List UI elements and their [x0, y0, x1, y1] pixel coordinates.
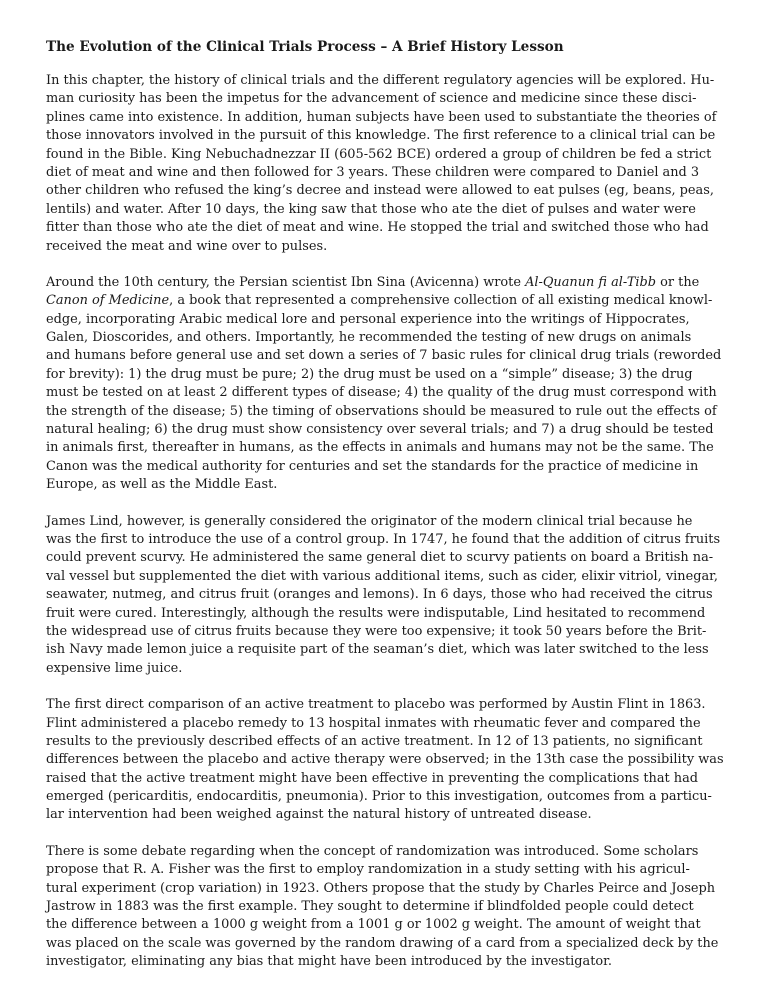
text-line	[46, 751, 748, 769]
text-segment: Canon was the medical authority for centuries and set the standards for the practice of medicine in	[46, 458, 699, 474]
paragraph-1	[46, 72, 748, 256]
text-line	[46, 109, 748, 127]
text-line	[46, 182, 748, 200]
text-line	[46, 531, 748, 549]
text-line	[46, 568, 748, 586]
text-segment: Galen, Dioscorides, and others. Importantly, he recommended the testing of new drugs on animals	[46, 330, 692, 346]
paragraph-spacer	[46, 256, 748, 274]
text-line	[46, 72, 748, 90]
text-line	[46, 660, 748, 678]
text-line	[46, 549, 748, 567]
text-segment: must be tested on at least 2 different types of disease; 4) the quality of the drug must correspond with	[46, 385, 717, 401]
text-line	[46, 201, 748, 219]
text-line	[46, 696, 748, 714]
text-line	[46, 476, 748, 494]
text-line	[46, 274, 748, 292]
text-line	[46, 90, 748, 108]
text-line	[46, 292, 748, 310]
text-segment: tural experiment (crop variation) in 1923. Others propose that the study by Charles Peirce and Joseph	[46, 880, 716, 896]
text-segment: was the first to introduce the use of a control group. In 1747, he found that the addition of citrus fruits	[46, 531, 721, 547]
text-segment: Around the 10th century, the Persian scientist Ibn Sina (Avicenna) wrote	[46, 274, 526, 290]
italic-title-text: Al-Quanun fi al-Tibb	[525, 274, 657, 290]
text-line	[46, 641, 748, 659]
text-line	[46, 843, 748, 861]
text-line	[46, 311, 748, 329]
title-spacer	[46, 57, 748, 72]
text-segment: was placed on the scale was governed by the random drawing of a card from a specialized deck by the	[46, 935, 719, 951]
paragraph-3	[46, 513, 748, 679]
text-line	[46, 733, 748, 751]
paragraph-spacer	[46, 678, 748, 696]
text-segment: James Lind, however, is generally considered the originator of the modern clinical trial because he	[46, 513, 693, 529]
text-segment: The first direct comparison of an active treatment to placebo was performed by Austin Flint in 1863.	[46, 697, 706, 713]
text-line	[46, 715, 748, 733]
text-line	[46, 146, 748, 164]
text-segment: seawater, nutmeg, and citrus fruit (oranges and lemons). In 6 days, those who had received the citrus	[46, 587, 713, 603]
text-segment: plines came into existence. In addition, human subjects have been used to substantiate the theories of	[46, 109, 717, 125]
paragraph-spacer	[46, 825, 748, 843]
text-segment: received the meat and wine over to pulses.	[46, 238, 328, 254]
text-segment: , a book that represented a comprehensive collection of all existing medical knowl-	[169, 293, 713, 309]
text-segment: the widespread use of citrus fruits because they were too expensive; it took 50 years before the Brit-	[46, 623, 707, 639]
text-line	[46, 898, 748, 916]
text-segment: emerged (pericarditis, endocarditis, pneumonia). Prior to this investigation, outcomes from a particu-	[46, 789, 712, 805]
text-segment: could prevent scurvy. He administered the same general diet to scurvy patients on board a British na-	[46, 550, 714, 566]
text-segment: raised that the active treatment might have been effective in preventing the complications that had	[46, 770, 699, 786]
text-line	[46, 513, 748, 531]
text-segment: Europe, as well as the Middle East.	[46, 477, 278, 493]
text-line	[46, 623, 748, 641]
paragraph-5	[46, 843, 748, 972]
text-segment: results to the previously described effects of an active treatment. In 12 of 13 patients, no significant	[46, 733, 703, 749]
text-segment: In this chapter, the history of clinical trials and the different regulatory agencies will be explored. Hu-	[46, 73, 715, 88]
text-segment: lar intervention had been weighed against the natural history of untreated disease.	[46, 807, 592, 823]
paragraph-spacer	[46, 495, 748, 513]
text-segment: Jastrow in 1883 was the first example. They sought to determine if blindfolded people could detect	[46, 899, 694, 915]
text-line	[46, 861, 748, 879]
document-body	[46, 72, 748, 972]
paragraph-4	[46, 696, 748, 825]
text-segment: diet of meat and wine and then followed for 3 years. These children were compared to Daniel and 3	[46, 164, 700, 180]
text-segment: or the	[656, 274, 700, 290]
text-segment: lentils) and water. After 10 days, the king saw that those who ate the diet of pulses and water were	[46, 201, 696, 217]
text-segment: fruit were cured. Interestingly, although the results were indisputable, Lind hesitated to recommend	[46, 605, 706, 621]
text-line	[46, 935, 748, 953]
text-line	[46, 127, 748, 145]
text-segment: and humans before general use and set down a series of 7 basic rules for clinical drug trials (reworded	[46, 348, 722, 364]
text-segment: the strength of the disease; 5) the timing of observations should be measured to rule out the effects of	[46, 403, 717, 419]
text-segment: found in the Bible. King Nebuchadnezzar II (605-562 BCE) ordered a group of children be fed a strict	[46, 146, 712, 162]
text-segment: other children who refused the king’s decree and instead were allowed to eat pulses (eg, beans, peas,	[46, 183, 714, 199]
text-line	[46, 439, 748, 457]
text-line	[46, 403, 748, 421]
text-line	[46, 384, 748, 402]
text-segment: man curiosity has been the impetus for the advancement of science and medicine since these disci-	[46, 91, 697, 107]
text-line	[46, 164, 748, 182]
text-segment: propose that R. A. Fisher was the first to employ randomization in a study setting with his agricul-	[46, 862, 690, 878]
text-segment: for brevity): 1) the drug must be pure; 2) the drug must be used on a “simple” disease; 3) the drug	[46, 366, 693, 382]
text-line	[46, 770, 748, 788]
paragraph-2	[46, 274, 748, 495]
text-segment: fitter than those who ate the diet of meat and wine. He stopped the trial and switched those who had	[46, 220, 709, 236]
text-line	[46, 219, 748, 237]
text-line	[46, 458, 748, 476]
text-line	[46, 806, 748, 824]
text-line	[46, 605, 748, 623]
text-segment: investigator, eliminating any bias that might have been introduced by the investigator.	[46, 954, 612, 970]
text-segment: Flint administered a placebo remedy to 13 hospital inmates with rheumatic fever and compared the	[46, 715, 701, 731]
text-line	[46, 366, 748, 384]
text-line	[46, 586, 748, 604]
text-segment: val vessel but supplemented the diet with various additional items, such as cider, elixir vitriol, vinegar,	[46, 568, 718, 584]
text-segment: the difference between a 1000 g weight from a 1001 g or 1002 g weight. The amount of weight that	[46, 917, 701, 933]
text-line	[46, 329, 748, 347]
text-line	[46, 421, 748, 439]
text-segment: differences between the placebo and active therapy were observed; in the 13th case the possibility was	[46, 752, 724, 768]
text-line	[46, 916, 748, 934]
text-segment: those innovators involved in the pursuit of this knowledge. The first reference to a clinical trial can be	[46, 128, 716, 144]
text-line	[46, 788, 748, 806]
document-title: The Evolution of the Clinical Trials Process – A Brief History Lesson	[46, 39, 564, 55]
text-segment: ish Navy made lemon juice a requisite part of the seaman’s diet, which was later switched to the less	[46, 642, 709, 658]
italic-title-text: Canon of Medicine	[46, 293, 170, 309]
text-line	[46, 238, 748, 256]
text-line	[46, 347, 748, 365]
text-segment: in animals first, thereafter in humans, as the effects in animals and humans may not be the same. The	[46, 440, 714, 456]
text-segment: There is some debate regarding when the concept of randomization was introduced. Some scholars	[46, 843, 699, 859]
text-line	[46, 880, 748, 898]
text-segment: natural healing; 6) the drug must show consistency over several trials; and 7) a drug should be tested	[46, 422, 714, 438]
text-segment: expensive lime juice.	[46, 660, 183, 676]
text-segment: edge, incorporating Arabic medical lore and personal experience into the writings of Hippocrates,	[46, 311, 690, 327]
text-line	[46, 953, 748, 971]
